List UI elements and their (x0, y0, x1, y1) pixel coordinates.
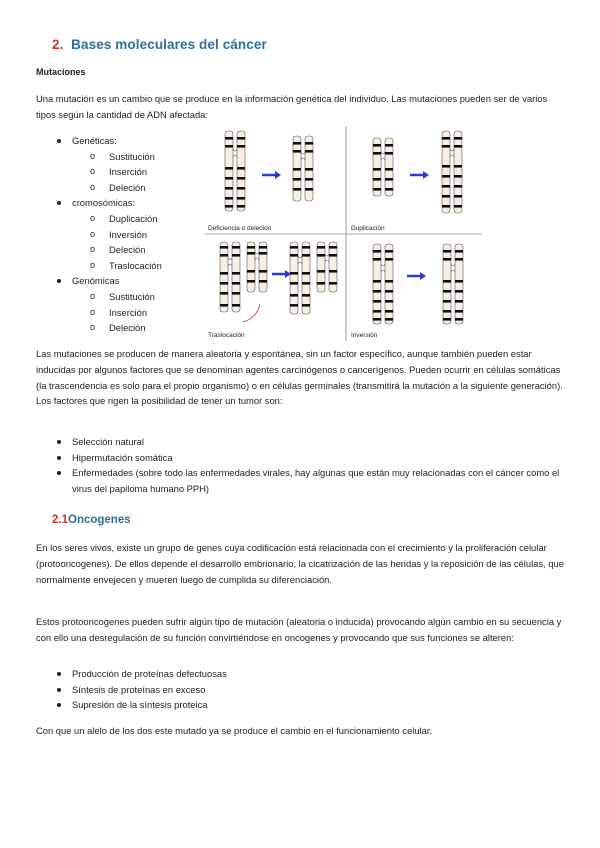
chromosome-band (385, 152, 393, 155)
chromosome-band (455, 258, 463, 261)
chromosome-band (237, 197, 245, 200)
chromosome (454, 131, 462, 213)
chromosome-band (290, 294, 298, 297)
centromere (255, 252, 259, 260)
chromosome-band (443, 300, 451, 303)
chromosome-band (290, 254, 298, 257)
chromosome-band (373, 168, 381, 171)
chromosome-band (373, 258, 381, 261)
chromosome-band (443, 310, 451, 313)
chromosome-band (385, 318, 393, 321)
chromosome-band (225, 205, 233, 208)
mutation-types-list (36, 133, 206, 336)
arrow-icon (420, 272, 426, 280)
chromosome-band (232, 304, 240, 307)
chromosome-band (454, 165, 462, 168)
chromosome-mutations-figure (205, 126, 482, 341)
list-item: o Traslocación (36, 258, 206, 274)
chromosome-band (293, 168, 301, 171)
centromere (301, 152, 305, 160)
chromosome-band (385, 300, 393, 303)
chromosome (442, 131, 450, 213)
panel-label: Duplicación (351, 225, 385, 232)
list-item: Hipermutación somática (36, 450, 566, 466)
chromosome-band (443, 318, 451, 321)
chromosome-band (385, 258, 393, 261)
chromosome-band (247, 252, 255, 255)
chromosome-band (442, 185, 450, 188)
chromosome-band (237, 145, 245, 148)
subheading-mutaciones: Mutaciones (36, 67, 86, 77)
mutations-paragraph: Las mutaciones se producen de manera aleatoria y espontánea, sin un factor específico, aunque también pueden estar inducidas por algunos factores que se denominan agentes carcinógenos o cancerígenos. Pueden ocurrir en células somáticas (la trascendencia es solo para el propio organismo) o en células germinales (transmitirá la mutación a la siguiente generación). Los factores que rigen la posibilidad de tener un tumor son: (36, 348, 563, 407)
chromosome-band (455, 318, 463, 321)
chromosome-band (293, 188, 301, 191)
chromosome-band (455, 310, 463, 313)
centromere (325, 254, 329, 262)
centromere (381, 264, 385, 272)
chromosome-band (454, 205, 462, 208)
chromosome (259, 242, 267, 292)
section-number: 2. (52, 37, 64, 52)
chromosome-band (302, 254, 310, 257)
panel-label: Inversión (351, 332, 378, 339)
chromosome-band (225, 187, 233, 190)
chromosome-band (232, 254, 240, 257)
chromosome-band (302, 272, 310, 275)
chromosome-band (220, 246, 228, 249)
chromosome (302, 242, 310, 314)
chromosome-band (317, 282, 325, 285)
list-item: o Deleción (36, 242, 206, 258)
subsection-number: 2.1 (52, 514, 68, 526)
chromosome-band (373, 318, 381, 321)
swap-arrow-icon (243, 304, 260, 322)
list-item: o Sustitución (36, 289, 206, 305)
chromosome-band (237, 177, 245, 180)
chromosome-band (443, 258, 451, 261)
chromosome-band (305, 178, 313, 181)
chromosome-band (454, 185, 462, 188)
chromosome-band (225, 197, 233, 200)
chromosome-band (247, 270, 255, 273)
centromere (450, 149, 454, 157)
chromosome-band (305, 168, 313, 171)
chromosome-band (232, 292, 240, 295)
chromosome-band (455, 250, 463, 253)
chromosome (385, 138, 393, 196)
chromosome-band (443, 280, 451, 283)
chromosome-band (373, 300, 381, 303)
chromosome-band (385, 144, 393, 147)
chromosome-band (237, 187, 245, 190)
section-title: Bases moleculares del cáncer (71, 37, 267, 52)
chromosome-band (385, 280, 393, 283)
chromosome-band (385, 250, 393, 253)
chromosome (220, 242, 228, 312)
list-item: o Sustitución (36, 149, 206, 165)
chromosome-band (237, 205, 245, 208)
subsection-heading (52, 514, 131, 526)
chromosome-band (290, 246, 298, 249)
chromosome-band (443, 250, 451, 253)
chromosome-band (293, 178, 301, 181)
chromosome-band (237, 137, 245, 140)
chromosome-band (232, 272, 240, 275)
chromosome-band (247, 246, 255, 249)
chromosome-band (373, 144, 381, 147)
list-item: Selección natural (36, 434, 566, 450)
list-item: o Deleción (36, 320, 206, 336)
chromosome-band (259, 270, 267, 273)
chromosome-band (302, 246, 310, 249)
chromosome-band (220, 272, 228, 275)
chromosome-band (293, 150, 301, 153)
chromosome-band (442, 165, 450, 168)
chromosome-band (443, 290, 451, 293)
chromosome-band (302, 282, 310, 285)
chromosome-band (290, 282, 298, 285)
chromosome (247, 242, 255, 292)
chromosome-band (455, 290, 463, 293)
list-item: o Duplicación (36, 211, 206, 227)
list-item: Genéticas: (36, 133, 206, 149)
oncogene-effects-list (36, 666, 566, 713)
chromosome-band (329, 282, 337, 285)
chromosome (290, 242, 298, 314)
chromosome-band (442, 137, 450, 140)
subsection-title: Oncogenes (68, 514, 131, 526)
list-item: o Inversión (36, 227, 206, 243)
chromosome-band (373, 250, 381, 253)
chromosome-band (302, 294, 310, 297)
chromosome-band (232, 246, 240, 249)
chromosome-band (317, 254, 325, 257)
list-item: o Inserción (36, 164, 206, 180)
chromosome-band (247, 280, 255, 283)
chromosome-band (455, 280, 463, 283)
chromosome-band (305, 142, 313, 145)
list-item: Síntesis de proteínas en exceso (36, 682, 566, 698)
chromosome-band (385, 188, 393, 191)
list-item: o Inserción (36, 305, 206, 321)
list-item: Enfermedades (sobre todo las enfermedades virales, hay algunas que están muy relacionadas con el cáncer como el virus del papiloma humano PPH) (36, 465, 566, 496)
oncogenes-paragraph-1: En los seres vivos, existe un grupo de genes cuya codificación está relacionada con el crecimiento y la proliferación celular (protooncogenes). De ellos depende el desarrollo embrionario, la cicatrización de las heridas y la reposición de las células, que normalmente envejecen y mueren luego de cumplida su diferenciación. (36, 542, 564, 585)
chromosome-band (259, 252, 267, 255)
chromosome-band (329, 254, 337, 257)
chromosome-band (373, 188, 381, 191)
chromosome-band (259, 280, 267, 283)
chromosome-band (225, 177, 233, 180)
chromosome (373, 138, 381, 196)
chromosome-band (259, 246, 267, 249)
chromosome-band (385, 310, 393, 313)
chromosome-band (385, 178, 393, 181)
tumor-factors-list (36, 434, 566, 496)
chromosome-band (454, 145, 462, 148)
chromosome-band (290, 272, 298, 275)
chromosome-band (329, 270, 337, 273)
conclusion-paragraph: Con que un alelo de los dos este mutado ya se produce el cambio en el funcionamiento celular. (36, 725, 433, 736)
chromosome-band (220, 304, 228, 307)
oncogenes-paragraph-2: Estos protooncogenes pueden sufrir algún tipo de mutación (aleatoria o inducida) provocando algún cambio en su secuencia y con ello una desregulación de su función convirtiéndose en oncogenes y provocando que sus funciones se alteren: (36, 616, 562, 643)
chromosome-band (232, 282, 240, 285)
chromosome-band (305, 188, 313, 191)
chromosome-band (220, 282, 228, 285)
chromosome-band (290, 304, 298, 307)
centromere (298, 256, 302, 264)
list-item: o Deleción (36, 180, 206, 196)
chromosome-band (454, 175, 462, 178)
chromosome-band (373, 290, 381, 293)
chromosome-band (442, 175, 450, 178)
chromosome-band (317, 246, 325, 249)
chromosome-band (373, 310, 381, 313)
panel-label: Deficiencia o deleción (208, 225, 272, 232)
section-heading (52, 37, 267, 52)
chromosome-band (305, 150, 313, 153)
chromosome-band (225, 137, 233, 140)
chromosome (232, 242, 240, 312)
list-item: Genómicas (36, 273, 206, 289)
centromere (228, 258, 232, 266)
chromosome-band (302, 304, 310, 307)
chromosome-band (373, 152, 381, 155)
chromosome-band (220, 254, 228, 257)
list-item: cromosómicas: (36, 195, 206, 211)
chromosome-band (293, 142, 301, 145)
arrow-icon (423, 171, 429, 179)
list-item: Producción de proteínas defectuosas (36, 666, 566, 682)
chromosome-band (317, 270, 325, 273)
chromosome-band (442, 145, 450, 148)
chromosome-band (225, 145, 233, 148)
centromere (451, 264, 455, 272)
arrow-icon (275, 171, 281, 179)
list-item: Supresión de la síntesis proteica (36, 697, 566, 713)
chromosome-band (329, 246, 337, 249)
chromosome-band (442, 195, 450, 198)
intro-paragraph: Una mutación es un cambio que se produce en la información genética del individuo. Las mutaciones pueden ser de varios tipos según la cantidad de ADN afectada: (36, 93, 548, 120)
centromere (381, 152, 385, 160)
chromosome-band (385, 168, 393, 171)
panel-label: Traslocación (208, 332, 245, 339)
chromosome-band (442, 205, 450, 208)
chromosome-band (373, 280, 381, 283)
chromosome-band (454, 195, 462, 198)
chromosome-band (454, 137, 462, 140)
chromosome-band (455, 300, 463, 303)
centromere (233, 149, 237, 157)
chromosome-band (220, 292, 228, 295)
chromosome-band (373, 178, 381, 181)
chromosome-band (225, 167, 233, 170)
chromosome-band (385, 290, 393, 293)
chromosome-band (237, 167, 245, 170)
